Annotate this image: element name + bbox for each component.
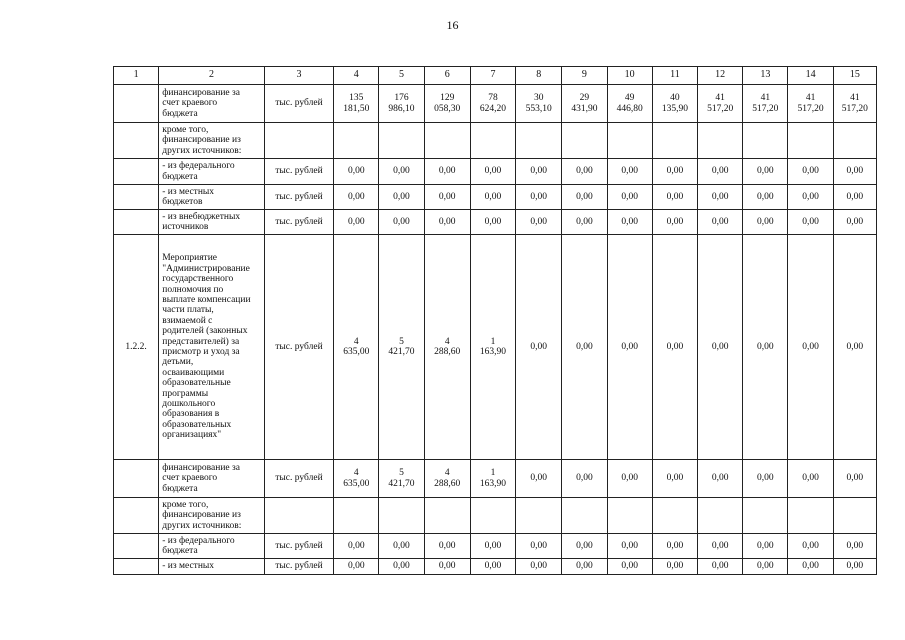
value-cell: 0,00 bbox=[516, 185, 562, 210]
value-cell: 0,00 bbox=[379, 185, 424, 210]
value-cell bbox=[607, 498, 652, 534]
value-cell: 41 517,20 bbox=[743, 85, 788, 123]
value-cell: 0,00 bbox=[607, 460, 652, 498]
table-row bbox=[114, 85, 877, 123]
row-code bbox=[114, 159, 159, 185]
value-cell bbox=[470, 498, 515, 534]
value-cell: 0,00 bbox=[607, 159, 652, 185]
value-cell: 0,00 bbox=[698, 210, 743, 235]
header-cell: 5 bbox=[379, 67, 424, 85]
row-code bbox=[114, 185, 159, 210]
value-cell: 30 553,10 bbox=[516, 85, 562, 123]
value-cell: 0,00 bbox=[698, 235, 743, 460]
value-cell: 0,00 bbox=[833, 185, 876, 210]
value-cell: 0,00 bbox=[562, 210, 607, 235]
row-name: кроме того, финансирование из других источников: bbox=[159, 498, 265, 534]
header-cell: 14 bbox=[788, 67, 833, 85]
value-cell: 0,00 bbox=[607, 559, 652, 575]
row-code bbox=[114, 210, 159, 235]
value-cell: 0,00 bbox=[743, 185, 788, 210]
value-cell: 0,00 bbox=[516, 559, 562, 575]
value-cell: 0,00 bbox=[833, 159, 876, 185]
row-unit: тыс. рублей bbox=[264, 559, 333, 575]
value-cell: 0,00 bbox=[607, 210, 652, 235]
row-unit: тыс. рублей bbox=[264, 159, 333, 185]
table-row bbox=[114, 235, 877, 460]
row-name: - из внебюджетных источников bbox=[159, 210, 265, 235]
row-code bbox=[114, 498, 159, 534]
value-cell: 0,00 bbox=[698, 185, 743, 210]
row-code: 1.2.2. bbox=[114, 235, 159, 460]
value-cell: 5 421,70 bbox=[379, 460, 424, 498]
value-cell: 4 635,00 bbox=[334, 235, 379, 460]
header-cell: 6 bbox=[424, 67, 470, 85]
value-cell: 0,00 bbox=[833, 235, 876, 460]
row-name: - из местных бюджетов bbox=[159, 185, 265, 210]
value-cell: 0,00 bbox=[652, 210, 697, 235]
value-cell bbox=[607, 123, 652, 159]
header-cell: 7 bbox=[470, 67, 515, 85]
value-cell: 0,00 bbox=[334, 159, 379, 185]
value-cell: 0,00 bbox=[788, 159, 833, 185]
value-cell: 0,00 bbox=[698, 534, 743, 559]
value-cell: 0,00 bbox=[562, 460, 607, 498]
value-cell: 0,00 bbox=[743, 159, 788, 185]
row-name: финансирование за счет краевого бюджета bbox=[159, 85, 265, 123]
value-cell bbox=[788, 123, 833, 159]
value-cell bbox=[698, 498, 743, 534]
value-cell: 0,00 bbox=[334, 185, 379, 210]
value-cell: 0,00 bbox=[833, 460, 876, 498]
value-cell bbox=[424, 498, 470, 534]
value-cell bbox=[698, 123, 743, 159]
header-cell: 2 bbox=[159, 67, 265, 85]
value-cell bbox=[470, 123, 515, 159]
value-cell: 0,00 bbox=[470, 210, 515, 235]
value-cell bbox=[516, 498, 562, 534]
row-code bbox=[114, 559, 159, 575]
value-cell: 0,00 bbox=[833, 534, 876, 559]
value-cell: 41 517,20 bbox=[833, 85, 876, 123]
table-row bbox=[114, 159, 877, 185]
header-cell: 10 bbox=[607, 67, 652, 85]
header-cell: 13 bbox=[743, 67, 788, 85]
value-cell: 0,00 bbox=[516, 159, 562, 185]
value-cell: 0,00 bbox=[833, 210, 876, 235]
header-cell: 11 bbox=[652, 67, 697, 85]
value-cell: 0,00 bbox=[516, 235, 562, 460]
header-cell: 1 bbox=[114, 67, 159, 85]
value-cell: 4 635,00 bbox=[334, 460, 379, 498]
value-cell: 0,00 bbox=[424, 559, 470, 575]
value-cell: 0,00 bbox=[652, 460, 697, 498]
value-cell: 0,00 bbox=[379, 534, 424, 559]
header-cell: 8 bbox=[516, 67, 562, 85]
value-cell: 0,00 bbox=[788, 559, 833, 575]
value-cell: 4 288,60 bbox=[424, 460, 470, 498]
row-unit: тыс. рублей bbox=[264, 460, 333, 498]
value-cell: 0,00 bbox=[788, 460, 833, 498]
value-cell: 0,00 bbox=[652, 235, 697, 460]
row-name: - из федерального бюджета bbox=[159, 159, 265, 185]
value-cell: 0,00 bbox=[562, 159, 607, 185]
value-cell: 0,00 bbox=[516, 534, 562, 559]
row-unit: тыс. рублей bbox=[264, 210, 333, 235]
value-cell bbox=[334, 498, 379, 534]
table-row bbox=[114, 559, 877, 575]
value-cell: 40 135,90 bbox=[652, 85, 697, 123]
table-header-row bbox=[114, 67, 877, 85]
row-code bbox=[114, 534, 159, 559]
value-cell: 0,00 bbox=[788, 210, 833, 235]
value-cell: 49 446,80 bbox=[607, 85, 652, 123]
value-cell: 0,00 bbox=[743, 460, 788, 498]
value-cell: 129 058,30 bbox=[424, 85, 470, 123]
header-cell: 4 bbox=[334, 67, 379, 85]
value-cell: 0,00 bbox=[652, 185, 697, 210]
value-cell: 0,00 bbox=[698, 460, 743, 498]
value-cell: 0,00 bbox=[607, 235, 652, 460]
value-cell: 0,00 bbox=[698, 559, 743, 575]
row-unit: тыс. рублей bbox=[264, 185, 333, 210]
value-cell: 135 181,50 bbox=[334, 85, 379, 123]
header-cell: 3 bbox=[264, 67, 333, 85]
value-cell: 0,00 bbox=[424, 185, 470, 210]
row-code bbox=[114, 123, 159, 159]
table-row bbox=[114, 498, 877, 534]
value-cell bbox=[424, 123, 470, 159]
value-cell: 0,00 bbox=[607, 185, 652, 210]
row-unit: тыс. рублей bbox=[264, 235, 333, 460]
value-cell: 0,00 bbox=[562, 534, 607, 559]
table-row bbox=[114, 123, 877, 159]
row-name: - из местных bbox=[159, 559, 265, 575]
value-cell bbox=[743, 123, 788, 159]
value-cell bbox=[652, 123, 697, 159]
value-cell: 0,00 bbox=[698, 159, 743, 185]
row-name: Мероприятие "Администрирование государственного полномочия по выплате компенсации части платы, взимаемой с родителей (законных представителей) за присмотр и уход за детьми, осваивающими образовательные программы дошкольного образования в образовательных организациях" bbox=[159, 235, 265, 460]
value-cell: 0,00 bbox=[562, 185, 607, 210]
value-cell: 0,00 bbox=[470, 185, 515, 210]
table-row bbox=[114, 185, 877, 210]
value-cell bbox=[788, 498, 833, 534]
value-cell: 0,00 bbox=[652, 534, 697, 559]
value-cell: 0,00 bbox=[743, 235, 788, 460]
table-row bbox=[114, 460, 877, 498]
value-cell: 0,00 bbox=[424, 159, 470, 185]
value-cell: 0,00 bbox=[607, 534, 652, 559]
header-cell: 15 bbox=[833, 67, 876, 85]
value-cell: 0,00 bbox=[379, 559, 424, 575]
value-cell: 4 288,60 bbox=[424, 235, 470, 460]
financing-table bbox=[113, 66, 877, 575]
row-name: финансирование за счет краевого бюджета bbox=[159, 460, 265, 498]
value-cell: 0,00 bbox=[652, 559, 697, 575]
value-cell: 0,00 bbox=[334, 210, 379, 235]
value-cell: 176 986,10 bbox=[379, 85, 424, 123]
header-cell: 9 bbox=[562, 67, 607, 85]
row-name: - из федерального бюджета bbox=[159, 534, 265, 559]
value-cell bbox=[379, 123, 424, 159]
value-cell: 0,00 bbox=[743, 210, 788, 235]
value-cell bbox=[334, 123, 379, 159]
row-name: кроме того, финансирование из других источников: bbox=[159, 123, 265, 159]
value-cell bbox=[379, 498, 424, 534]
value-cell: 0,00 bbox=[470, 159, 515, 185]
value-cell: 1 163,90 bbox=[470, 235, 515, 460]
value-cell: 5 421,70 bbox=[379, 235, 424, 460]
value-cell bbox=[833, 498, 876, 534]
value-cell: 41 517,20 bbox=[698, 85, 743, 123]
value-cell: 0,00 bbox=[743, 559, 788, 575]
value-cell bbox=[652, 498, 697, 534]
table-row bbox=[114, 534, 877, 559]
value-cell: 0,00 bbox=[833, 559, 876, 575]
row-unit: тыс. рублей bbox=[264, 85, 333, 123]
header-cell: 12 bbox=[698, 67, 743, 85]
value-cell bbox=[562, 498, 607, 534]
value-cell bbox=[833, 123, 876, 159]
value-cell: 0,00 bbox=[788, 534, 833, 559]
row-unit: тыс. рублей bbox=[264, 534, 333, 559]
value-cell: 41 517,20 bbox=[788, 85, 833, 123]
value-cell: 1 163,90 bbox=[470, 460, 515, 498]
value-cell: 29 431,90 bbox=[562, 85, 607, 123]
value-cell bbox=[743, 498, 788, 534]
value-cell: 78 624,20 bbox=[470, 85, 515, 123]
value-cell: 0,00 bbox=[379, 210, 424, 235]
value-cell: 0,00 bbox=[424, 534, 470, 559]
row-code bbox=[114, 460, 159, 498]
value-cell: 0,00 bbox=[424, 210, 470, 235]
value-cell: 0,00 bbox=[788, 185, 833, 210]
row-unit bbox=[264, 123, 333, 159]
row-unit bbox=[264, 498, 333, 534]
value-cell: 0,00 bbox=[334, 534, 379, 559]
value-cell: 0,00 bbox=[562, 235, 607, 460]
value-cell: 0,00 bbox=[788, 235, 833, 460]
value-cell: 0,00 bbox=[516, 460, 562, 498]
value-cell: 0,00 bbox=[470, 559, 515, 575]
value-cell: 0,00 bbox=[516, 210, 562, 235]
value-cell: 0,00 bbox=[470, 534, 515, 559]
value-cell: 0,00 bbox=[652, 159, 697, 185]
value-cell: 0,00 bbox=[379, 159, 424, 185]
value-cell: 0,00 bbox=[743, 534, 788, 559]
page-number: 16 bbox=[446, 18, 459, 32]
value-cell: 0,00 bbox=[562, 559, 607, 575]
value-cell bbox=[562, 123, 607, 159]
row-code bbox=[114, 85, 159, 123]
table-row bbox=[114, 210, 877, 235]
value-cell: 0,00 bbox=[334, 559, 379, 575]
value-cell bbox=[516, 123, 562, 159]
